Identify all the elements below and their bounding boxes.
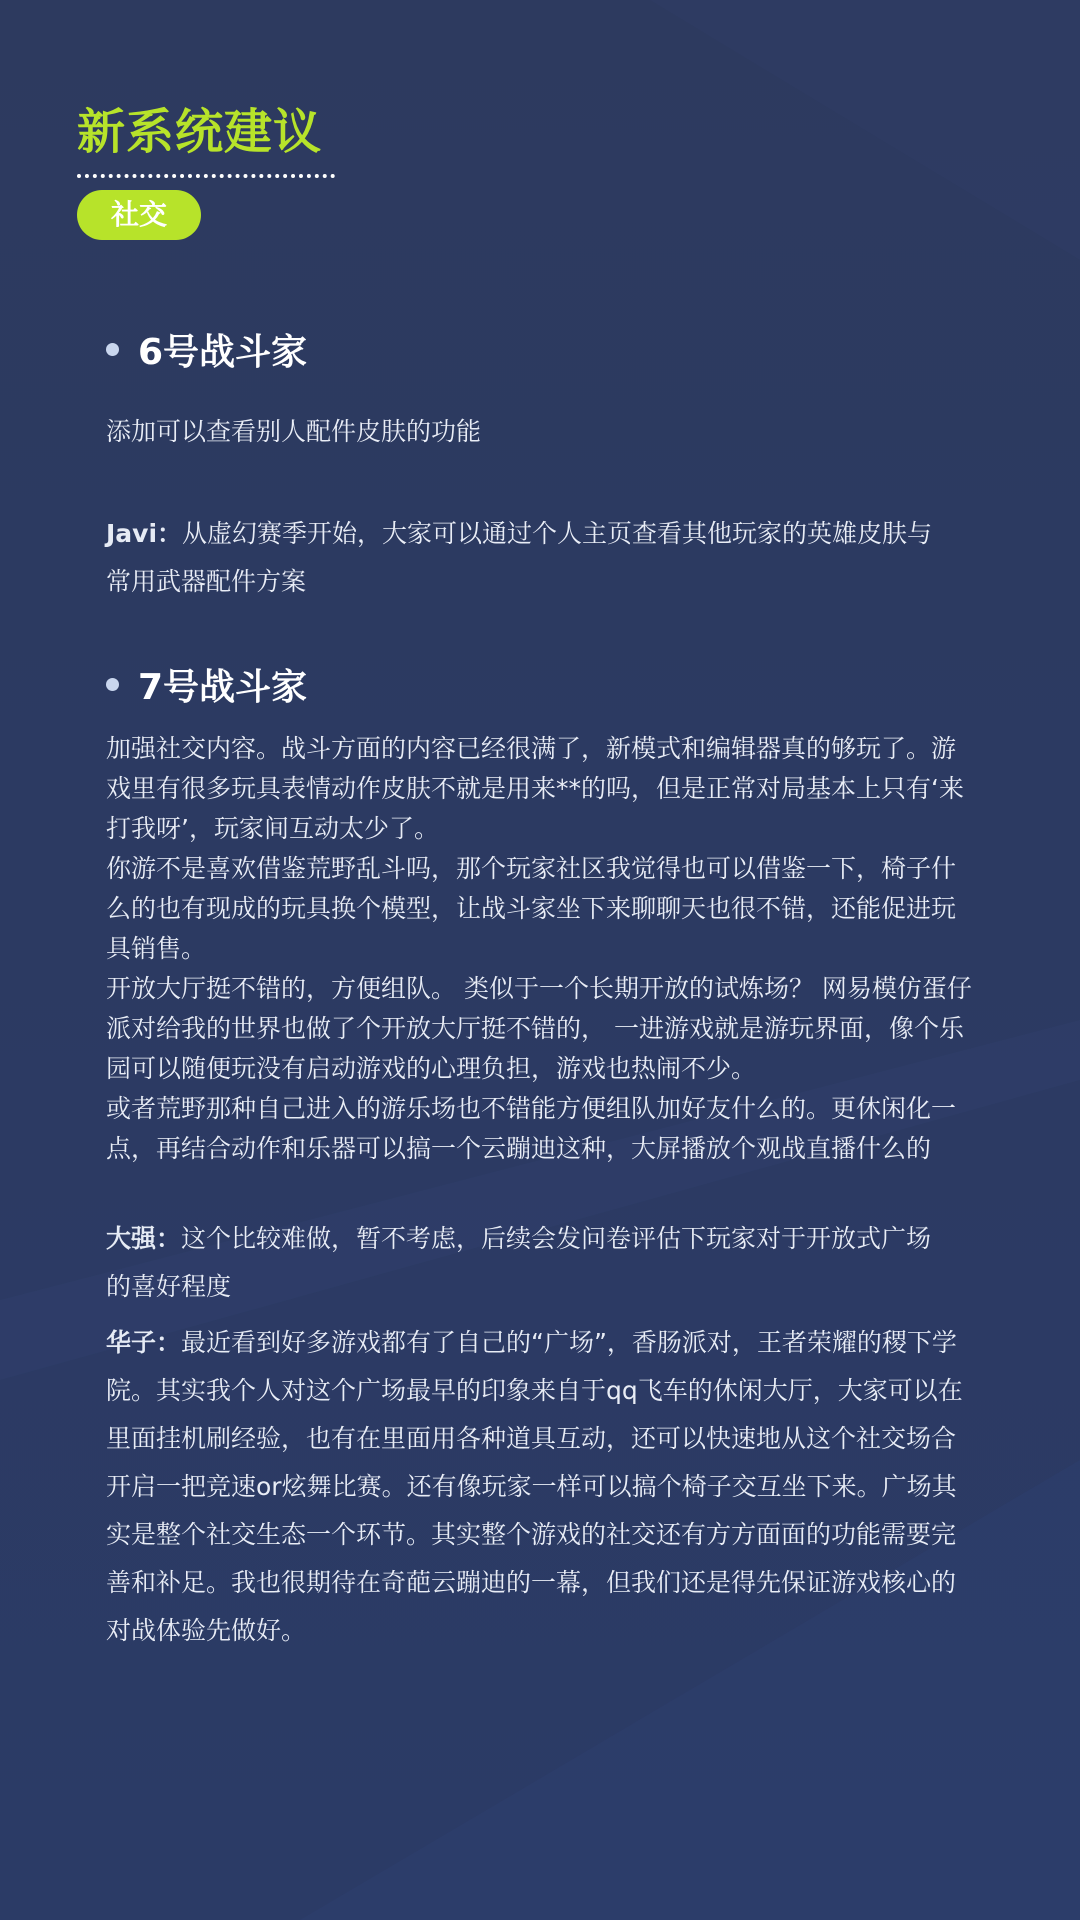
- suggestion-body: [106, 729, 976, 1169]
- section-fighter-7: [106, 655, 976, 1655]
- section-title: 6号战斗家: [138, 331, 308, 373]
- category-tag: 社交: [77, 190, 201, 240]
- page-title: 新系统建议: [77, 104, 323, 160]
- reply-text: 从虚幻赛季开始，大家可以通过个人主页查看其他玩家的英雄皮肤与常用武器配件方案: [106, 519, 933, 596]
- reply-text: 最近看到好多游戏都有了自己的“广场”，香肠派对，王者荣耀的稷下学院。其实我个人对这个广场最早的印象来自于qq飞车的休闲大厅，大家可以在里面挂机刷经验，也有在里面用各种道具互动，还可以快速地从这个社交场合开启一把竞速or炫舞比赛。还有像玩家一样可以搞个椅子交互坐下来。广场其实是整个社交生态一个环节。其实整个游戏的社交还有方方面面的功能需要完善和补足。我也很期待在奇葩云蹦迪的一幕，但我们还是得先保证游戏核心的对战体验先做好。: [106, 1328, 963, 1645]
- section-fighter-6: [106, 320, 976, 606]
- reply-author: Javi：: [106, 519, 183, 548]
- reply-huazi: [106, 1319, 976, 1655]
- reply-author: 大强：: [106, 1224, 182, 1253]
- reply-daqiang: [106, 1215, 956, 1311]
- suggestion-paragraph: 加强社交内容。战斗方面的内容已经很满了，新模式和编辑器真的够玩了。游戏里有很多玩具表情动作皮肤不就是用来**的吗，但是正常对局基本上只有‘来打我呀’，玩家间互动太少了。: [106, 734, 964, 843]
- bullet-icon: [106, 343, 119, 356]
- suggestion-paragraph: 或者荒野那种自己进入的游乐场也不错能方便组队加好友什么的。更休闲化一点，再结合动作和乐器可以搞一个云蹦迪这种，大屏播放个观战直播什么的: [106, 1094, 957, 1163]
- suggestion-text: 添加可以查看别人配件皮肤的功能: [106, 417, 482, 446]
- title-underline: [77, 174, 335, 178]
- section-title: 7号战斗家: [138, 666, 308, 708]
- bullet-icon: [106, 678, 119, 691]
- reply-text: 这个比较难做，暂不考虑，后续会发问卷评估下玩家对于开放式广场的喜好程度: [106, 1224, 932, 1301]
- header: [77, 100, 335, 240]
- reply-javi: [106, 510, 956, 606]
- suggestion-paragraph: 你游不是喜欢借鉴荒野乱斗吗，那个玩家社区我觉得也可以借鉴一下，椅子什么的也有现成的玩具换个模型，让战斗家坐下来聊聊天也很不错，还能促进玩具销售。: [106, 854, 957, 963]
- section-header: [106, 320, 976, 378]
- section-header: [106, 655, 976, 713]
- suggestion-paragraph: 开放大厅挺不错的，方便组队。 类似于一个长期开放的试炼场？ 网易模仿蛋仔派对给我的世界也做了个开放大厅挺不错的， 一进游戏就是游玩界面，像个乐园可以随便玩没有启动游戏的心理负担，游戏也热闹不少。: [106, 974, 972, 1083]
- reply-author: 华子：: [106, 1328, 182, 1357]
